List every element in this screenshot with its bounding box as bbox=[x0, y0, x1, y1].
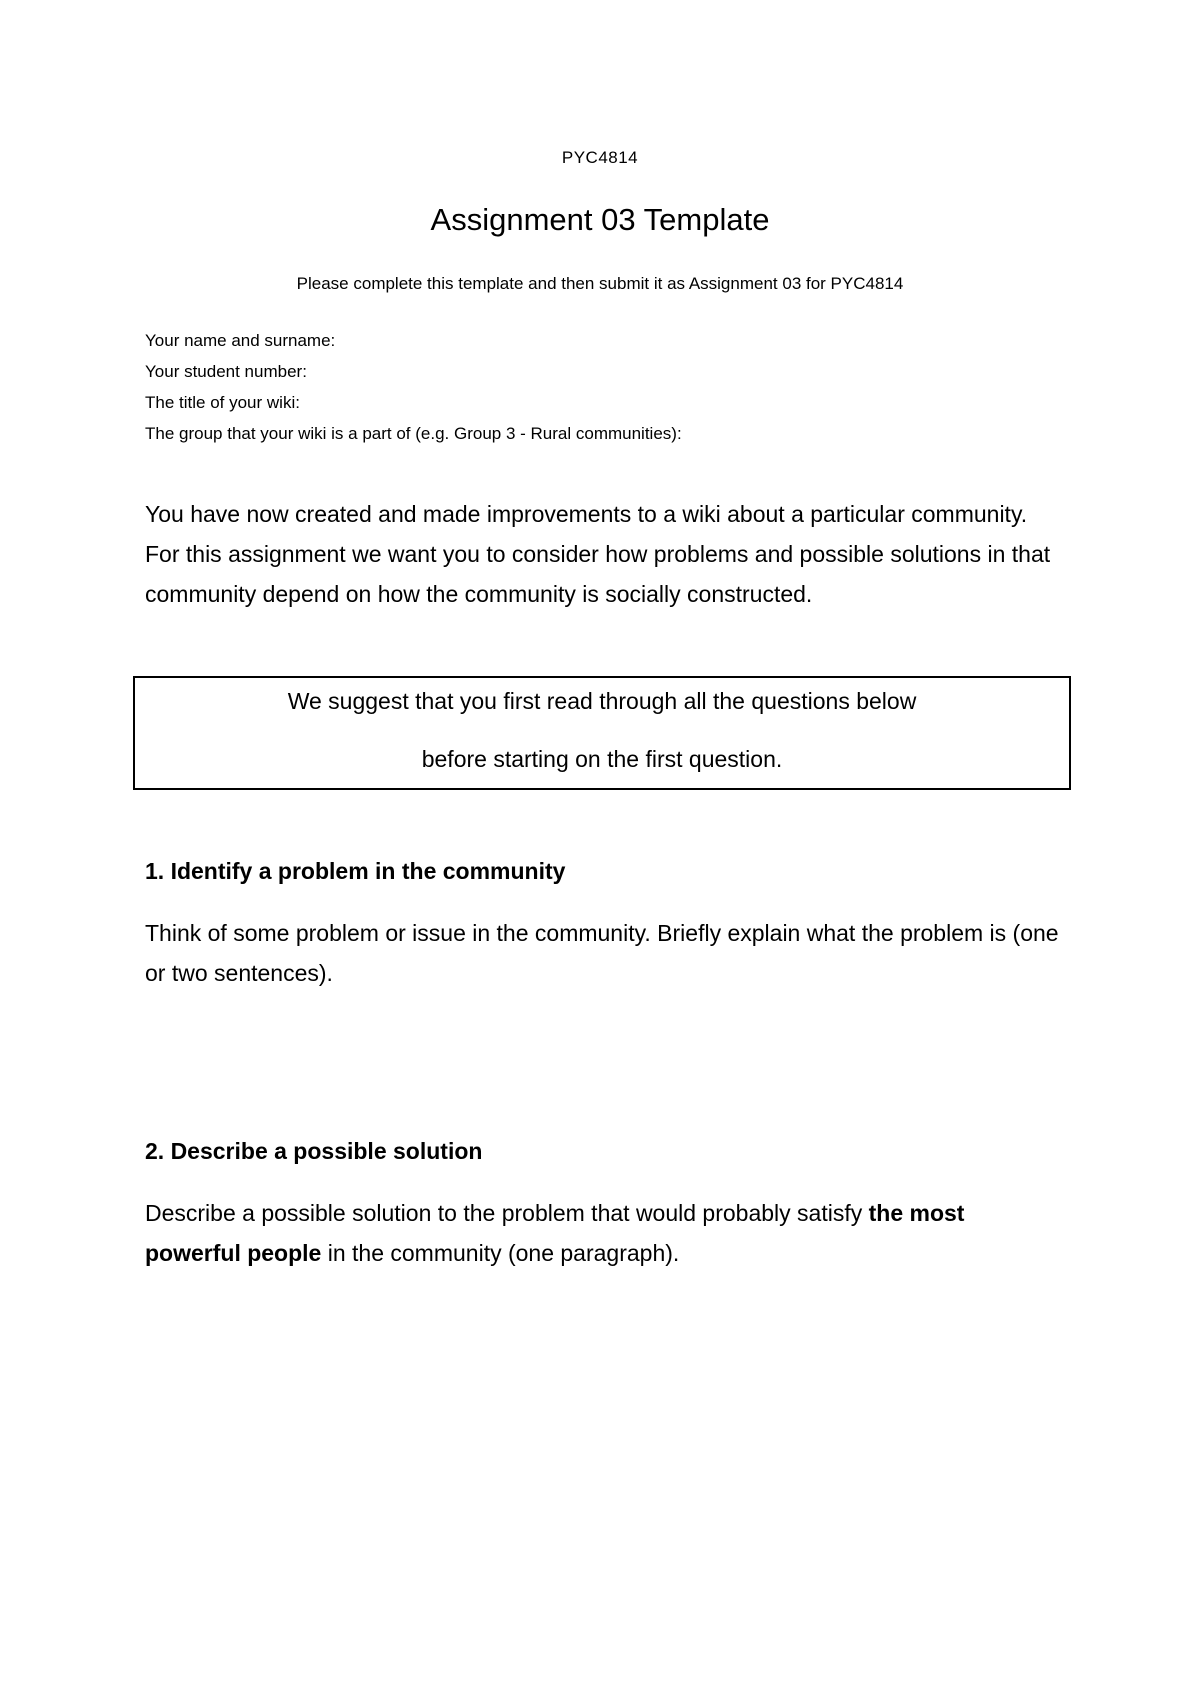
question-2-body bbox=[145, 1193, 1065, 1273]
note-line-1: We suggest that you first read through all the questions below bbox=[287, 688, 917, 714]
course-code: PYC4814 bbox=[561, 148, 639, 167]
question-2-heading: 2. Describe a possible solution bbox=[145, 1138, 483, 1164]
student-number-field-label: Your student number: bbox=[145, 362, 307, 381]
question-1-heading: 1. Identify a problem in the community bbox=[145, 858, 566, 884]
wiki-title-field-label: The title of your wiki: bbox=[145, 393, 300, 412]
question-2-body-end: in the community (one paragraph). bbox=[321, 1240, 680, 1266]
student-details-fields bbox=[145, 325, 682, 449]
submission-instruction: Please complete this template and then submit it as Assignment 03 for PYC4814 bbox=[296, 274, 904, 293]
note-line-2: before starting on the first question. bbox=[421, 746, 783, 772]
intro-paragraph: You have now created and made improvements to a wiki about a particular community. For this assignment we want you to consider how problems and possible solutions in that community depend on how the community is socially constructed. bbox=[145, 501, 1051, 607]
name-field-label: Your name and surname: bbox=[145, 331, 336, 350]
reading-note-box bbox=[133, 676, 1071, 790]
question-2-body-start: Describe a possible solution to the problem that would probably satisfy bbox=[145, 1200, 869, 1226]
page-title: Assignment 03 Template bbox=[430, 202, 770, 237]
wiki-group-field-label: The group that your wiki is a part of (e.g. Group 3 - Rural communities): bbox=[145, 424, 682, 443]
question-1-body: Think of some problem or issue in the community. Briefly explain what the problem is (one or two sentences). bbox=[145, 920, 1059, 986]
question-2-body-emphasis: the most powerful people bbox=[145, 1200, 965, 1266]
